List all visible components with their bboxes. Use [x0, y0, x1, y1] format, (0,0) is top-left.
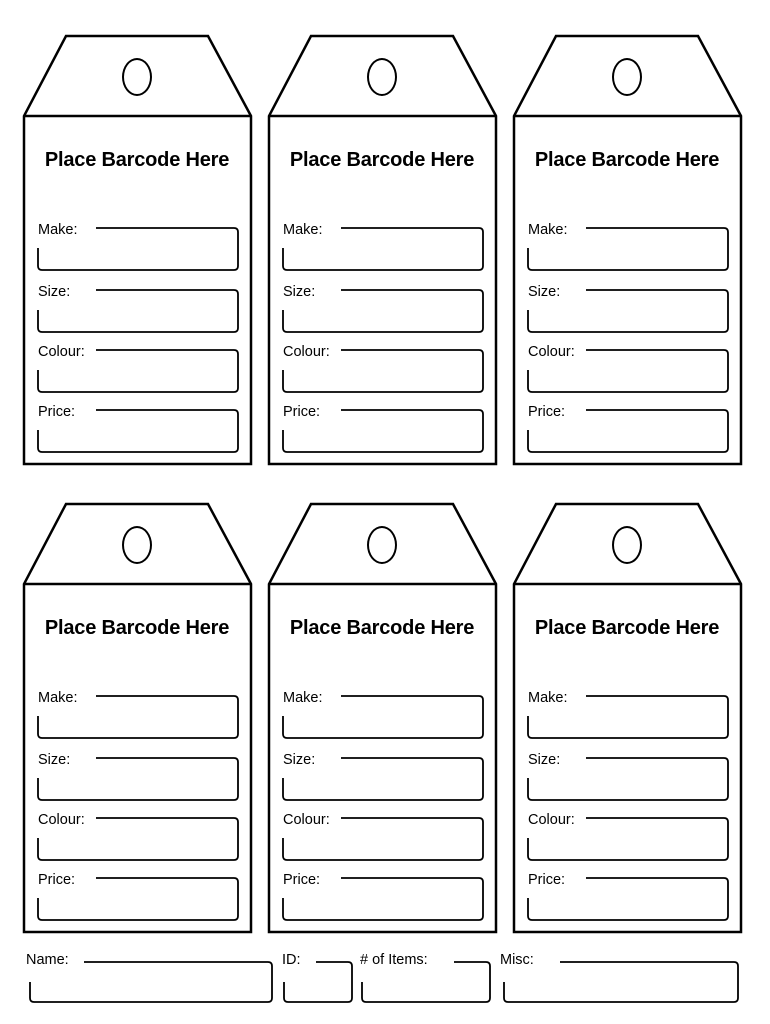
tag-field-colour[interactable]: [526, 344, 728, 392]
price-tag: [267, 502, 497, 934]
id-label: ID:: [282, 952, 305, 968]
tag-field-make[interactable]: [281, 222, 483, 270]
tag-field-label: Make:: [38, 222, 82, 238]
barcode-placeholder-title: Place Barcode Here: [534, 617, 720, 639]
tag-field-size[interactable]: [36, 752, 238, 800]
tag-field-price[interactable]: [36, 872, 238, 920]
tag-field-price[interactable]: [281, 872, 483, 920]
tag-field-label: Price:: [528, 404, 569, 420]
barcode-placeholder-title: Place Barcode Here: [44, 617, 230, 639]
tag-hole: [122, 58, 152, 96]
tag-field-colour[interactable]: [36, 344, 238, 392]
tag-hole: [122, 526, 152, 564]
tag-field-make[interactable]: [36, 222, 238, 270]
barcode-placeholder-title: Place Barcode Here: [289, 149, 475, 171]
barcode-placeholder-title: Place Barcode Here: [289, 617, 475, 639]
price-tag: [512, 502, 742, 934]
id-field[interactable]: [280, 950, 356, 1006]
price-tag: [512, 34, 742, 466]
tag-field-label: Size:: [528, 752, 564, 768]
tag-field-size[interactable]: [526, 752, 728, 800]
tag-field-label: Make:: [38, 690, 82, 706]
tag-field-label: Colour:: [38, 344, 89, 360]
tag-field-size[interactable]: [526, 284, 728, 332]
tag-hole: [612, 58, 642, 96]
tag-field-label: Make:: [528, 690, 572, 706]
name-label: Name:: [26, 952, 73, 968]
tag-field-colour[interactable]: [36, 812, 238, 860]
tag-field-make[interactable]: [281, 690, 483, 738]
tag-field-size[interactable]: [281, 752, 483, 800]
tag-field-price[interactable]: [526, 404, 728, 452]
misc-field[interactable]: [498, 950, 746, 1006]
tag-field-label: Colour:: [283, 344, 334, 360]
tag-field-label: Colour:: [528, 812, 579, 828]
barcode-placeholder-title: Place Barcode Here: [534, 149, 720, 171]
tag-field-label: Price:: [38, 404, 79, 420]
tag-field-colour[interactable]: [281, 812, 483, 860]
tag-field-label: Size:: [38, 752, 74, 768]
tag-field-label: Make:: [283, 690, 327, 706]
price-tag: [22, 502, 252, 934]
tag-field-label: Colour:: [38, 812, 89, 828]
tag-field-price[interactable]: [36, 404, 238, 452]
tag-field-label: Colour:: [283, 812, 334, 828]
tag-field-label: Price:: [38, 872, 79, 888]
tag-hole: [367, 526, 397, 564]
items-label: # of Items:: [360, 952, 432, 968]
tag-field-label: Price:: [528, 872, 569, 888]
tag-field-label: Size:: [283, 752, 319, 768]
tag-field-label: Price:: [283, 404, 324, 420]
tag-field-price[interactable]: [526, 872, 728, 920]
tag-field-label: Size:: [283, 284, 319, 300]
price-tag: [267, 34, 497, 466]
tag-hole: [367, 58, 397, 96]
tag-field-colour[interactable]: [526, 812, 728, 860]
tag-field-label: Size:: [38, 284, 74, 300]
tag-field-make[interactable]: [526, 222, 728, 270]
tag-field-make[interactable]: [526, 690, 728, 738]
name-field[interactable]: [24, 950, 276, 1006]
price-tag: [22, 34, 252, 466]
tag-field-label: Make:: [528, 222, 572, 238]
tag-field-size[interactable]: [281, 284, 483, 332]
tag-field-size[interactable]: [36, 284, 238, 332]
tag-hole: [612, 526, 642, 564]
barcode-placeholder-title: Place Barcode Here: [44, 149, 230, 171]
tag-field-price[interactable]: [281, 404, 483, 452]
tag-field-colour[interactable]: [281, 344, 483, 392]
misc-label: Misc:: [500, 952, 538, 968]
tag-field-make[interactable]: [36, 690, 238, 738]
tag-field-label: Make:: [283, 222, 327, 238]
tag-field-label: Price:: [283, 872, 324, 888]
items-field[interactable]: [358, 950, 496, 1006]
tag-field-label: Colour:: [528, 344, 579, 360]
tag-field-label: Size:: [528, 284, 564, 300]
